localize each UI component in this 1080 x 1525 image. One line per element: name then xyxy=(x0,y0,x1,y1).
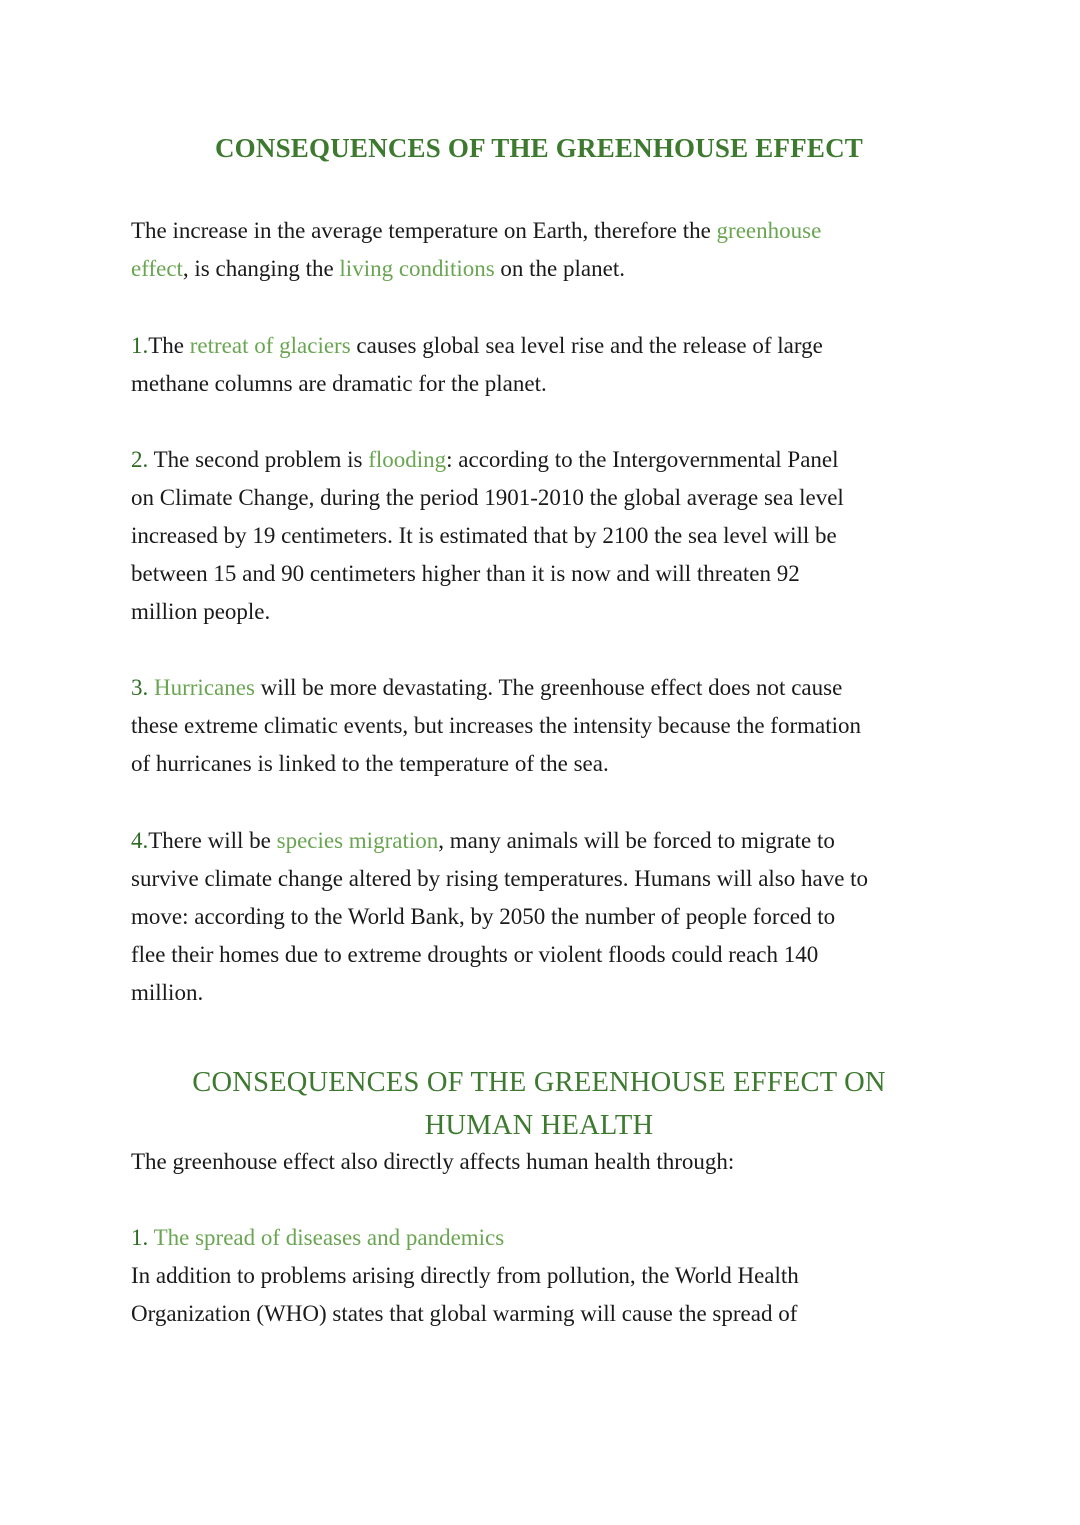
item-number: 4. xyxy=(131,828,149,853)
item-number: 2. xyxy=(131,447,149,472)
health-item-1-heading xyxy=(131,1219,951,1257)
highlight-term: retreat of glaciers xyxy=(189,333,351,358)
consequence-item-4: 4.There will be species migration, many animals will be forced to migrate to survive climate change altered by rising temperatures. Humans will also have to move: according to the World Bank, by 2050 the number of people forced to flee their homes due to extreme droughts or violent floods could reach 140 million. xyxy=(131,828,869,1005)
item-number: 1. xyxy=(131,333,149,358)
item-number: 3. xyxy=(131,675,149,700)
highlight-term: living conditions xyxy=(339,256,495,281)
highlight-term: greenhouse xyxy=(716,218,822,243)
page-title: CONSEQUENCES OF THE GREENHOUSE EFFECT xyxy=(214,133,864,163)
highlight-term: flooding xyxy=(368,447,447,472)
highlight-term: species migration xyxy=(276,828,439,853)
highlight-term: The spread of diseases and pandemics xyxy=(148,1225,505,1250)
consequence-item-1: 1.The retreat of glaciers causes global sea level rise and the release of large methane columns are dramatic for the planet. xyxy=(131,333,823,396)
item-number: 1. xyxy=(131,1225,149,1250)
health-intro-paragraph: The greenhouse effect also directly affects human health through: xyxy=(131,1149,735,1174)
highlight-term: effect xyxy=(131,256,183,281)
section-heading-health: CONSEQUENCES OF THE GREENHOUSE EFFECT ON HUMAN HEALTH xyxy=(192,1067,886,1141)
health-item-1-body: In addition to problems arising directly from pollution, the World Health Organization (WHO) states that global warming will cause the spread of xyxy=(131,1263,799,1326)
intro-paragraph: The increase in the average temperature on Earth, therefore the greenhouse effect, is changing the living conditions on the planet. xyxy=(131,218,822,281)
highlight-term: Hurricanes xyxy=(148,675,255,700)
consequence-item-2: 2. The second problem is flooding: according to the Intergovernmental Panel on Climate Change, during the period 1901-2010 the global average sea level increased by 19 centimeters. It is estimated that by 2100 the sea level will be between 15 and 90 centimeters higher than it is now and will threaten 92 million people. xyxy=(131,447,844,624)
consequence-item-3: 3. Hurricanes will be more devastating. The greenhouse effect does not cause these extreme climatic events, but increases the intensity because the formation of hurricanes is linked to the temperature of the sea. xyxy=(131,675,861,776)
